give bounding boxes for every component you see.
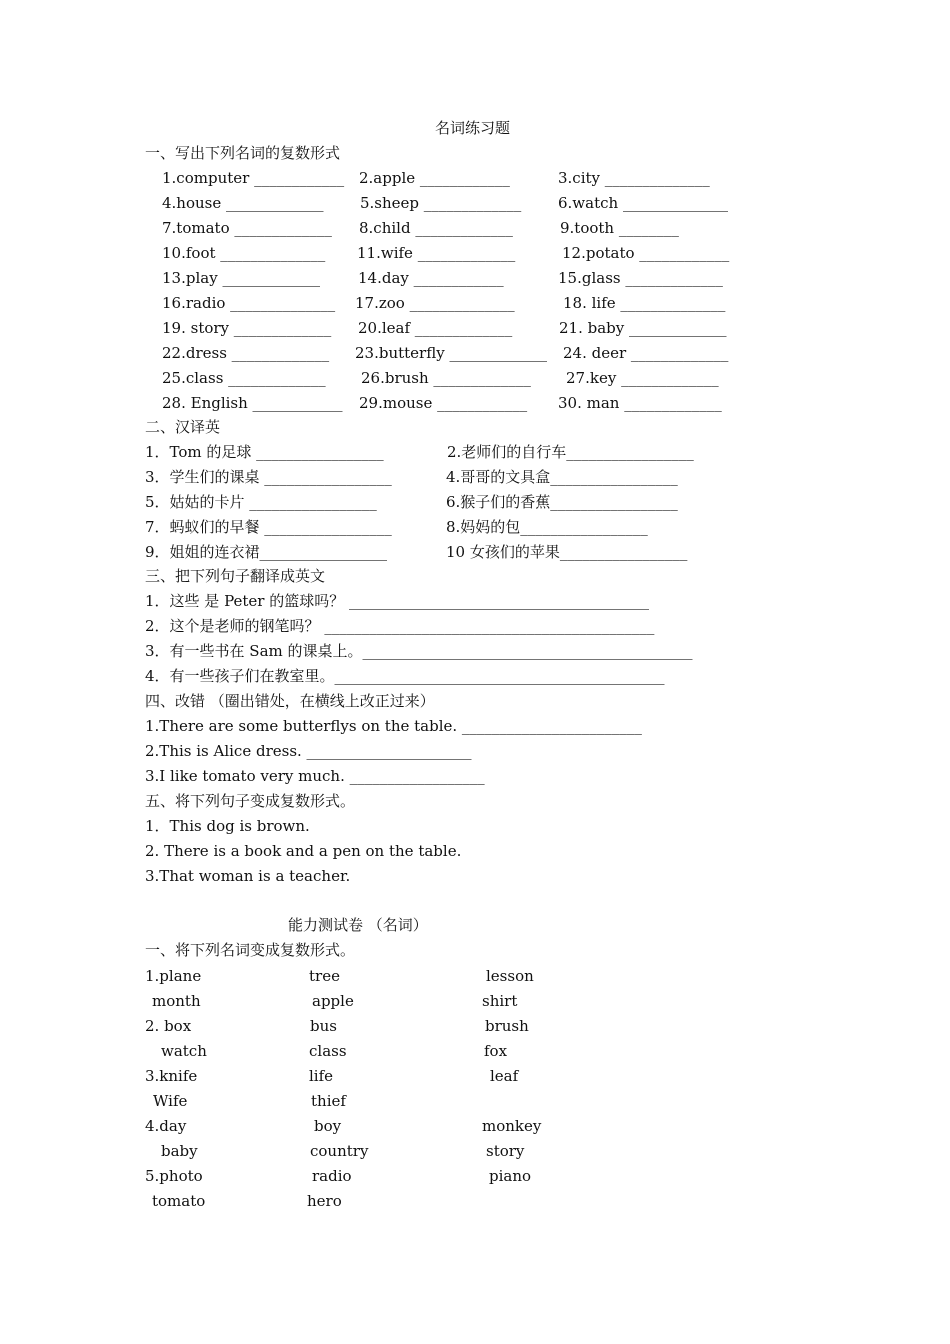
- exercise-item: 6.watch ______________: [558, 194, 728, 212]
- exercise-item: 3.city ______________: [558, 169, 710, 187]
- exercise-item: 22.dress _____________: [162, 344, 330, 362]
- word-item: baby: [161, 1142, 198, 1160]
- exercise-item: 2.apple ____________: [359, 169, 510, 187]
- word-item: tomato: [152, 1192, 206, 1210]
- exercise-item: 10.foot ______________: [162, 244, 326, 262]
- exercise-item: 29.mouse ____________: [359, 394, 528, 412]
- exercise-item: 20.leaf _____________: [358, 319, 513, 337]
- exercise-item: 25.class _____________: [162, 369, 326, 387]
- exercise-item: 3．有一些书在 Sam 的课桌上。____________________________________________: [145, 642, 693, 660]
- word-item: life: [309, 1067, 334, 1085]
- exercise-item: 4．有一些孩子们在教室里。____________________________________________: [145, 667, 665, 685]
- test-title: 能力测试卷 （名词）: [288, 916, 428, 934]
- exercise-item: 10 女孩们的苹果_________________: [446, 543, 688, 561]
- exercise-item: 5.sheep _____________: [360, 194, 522, 212]
- exercise-item: 23.butterfly _____________: [355, 344, 547, 362]
- word-item: Wife: [153, 1092, 188, 1110]
- exercise-item: 3.That woman is a teacher.: [145, 867, 351, 885]
- word-item: 1.plane: [145, 967, 202, 985]
- word-item: story: [486, 1142, 525, 1160]
- word-item: shirt: [482, 992, 518, 1010]
- exercise-item: 1．This dog is brown.: [145, 817, 310, 835]
- exercise-item: 27.key _____________: [566, 369, 719, 387]
- word-item: 2. box: [145, 1017, 192, 1035]
- exercise-item: 9.tooth ________: [560, 219, 679, 237]
- word-item: watch: [161, 1042, 207, 1060]
- word-item: month: [152, 992, 201, 1010]
- word-item: bus: [310, 1017, 337, 1035]
- word-item: class: [309, 1042, 347, 1060]
- word-item: leaf: [490, 1067, 519, 1085]
- exercise-item: 6.猴子们的香蕉_________________: [446, 493, 678, 511]
- exercise-item: 8.child _____________: [359, 219, 513, 237]
- word-item: brush: [485, 1017, 529, 1035]
- word-item: fox: [484, 1042, 508, 1060]
- section-5-heading: 五、将下列句子变成复数形式。: [145, 792, 356, 810]
- exercise-item: 1．Tom 的足球 _________________: [145, 443, 384, 461]
- exercise-item: 21. baby _____________: [559, 319, 727, 337]
- word-item: boy: [314, 1117, 342, 1135]
- exercise-item: 2. There is a book and a pen on the table.: [145, 842, 462, 860]
- exercise-item: 2.老师们的自行车_________________: [447, 443, 694, 461]
- page-title: 名词练习题: [435, 119, 511, 137]
- exercise-item: 13.play _____________: [162, 269, 320, 287]
- word-item: 3.knife: [145, 1067, 198, 1085]
- word-item: lesson: [486, 967, 534, 985]
- exercise-item: 1．这些 是 Peter 的篮球吗？ ________________________________________: [145, 592, 649, 610]
- exercise-item: 9．姐姐的连衣裙_________________: [145, 543, 388, 561]
- exercise-item: 28. English ____________: [162, 394, 343, 412]
- exercise-item: 7．蚂蚁们的早餐 _________________: [145, 518, 392, 536]
- exercise-item: 11.wife _____________: [357, 244, 516, 262]
- test-heading: 一、将下列名词变成复数形式。: [145, 941, 356, 959]
- exercise-item: 3．学生们的课桌 _________________: [145, 468, 392, 486]
- exercise-item: 14.day ____________: [358, 269, 504, 287]
- word-item: country: [310, 1142, 369, 1160]
- exercise-item: 12.potato ____________: [562, 244, 730, 262]
- exercise-item: 26.brush _____________: [361, 369, 531, 387]
- section-1-heading: 一、写出下列名词的复数形式: [145, 144, 341, 162]
- word-item: thief: [311, 1092, 346, 1110]
- exercise-item: 4.哥哥的文具盒_________________: [446, 468, 678, 486]
- exercise-item: 2．这个是老师的钢笔吗？ ____________________________________________: [145, 617, 655, 635]
- exercise-item: 8.妈妈的包_________________: [446, 518, 648, 536]
- exercise-item: 4.house _____________: [162, 194, 324, 212]
- exercise-item: 19. story _____________: [162, 319, 332, 337]
- word-item: hero: [307, 1192, 342, 1210]
- exercise-item: 1.There are some butterflys on the table. ________________________: [145, 717, 642, 735]
- word-item: 5.photo: [145, 1167, 203, 1185]
- exercise-item: 18. life ______________: [563, 294, 726, 312]
- exercise-item: 17.zoo ______________: [355, 294, 515, 312]
- exercise-item: 16.radio ______________: [162, 294, 336, 312]
- section-3-heading: 三、把下列句子翻译成英文: [145, 567, 326, 585]
- exercise-item: 24. deer _____________: [563, 344, 729, 362]
- word-item: monkey: [482, 1117, 542, 1135]
- section-4-heading: 四、改错 （圈出错处，在横线上改正过来）: [145, 692, 435, 710]
- exercise-item: 3.I like tomato very much. __________________: [145, 767, 485, 785]
- word-item: tree: [309, 967, 340, 985]
- word-item: piano: [489, 1167, 532, 1185]
- exercise-item: 1.computer ____________: [162, 169, 345, 187]
- exercise-item: 15.glass _____________: [558, 269, 723, 287]
- exercise-item: 2.This is Alice dress. ______________________: [145, 742, 472, 760]
- exercise-item: 5．姑姑的卡片 _________________: [145, 493, 377, 511]
- section-2-heading: 二、汉译英: [145, 418, 221, 436]
- exercise-item: 30. man _____________: [558, 394, 722, 412]
- exercise-item: 7.tomato _____________: [162, 219, 332, 237]
- word-item: apple: [312, 992, 354, 1010]
- word-item: radio: [312, 1167, 352, 1185]
- word-item: 4.day: [145, 1117, 187, 1135]
